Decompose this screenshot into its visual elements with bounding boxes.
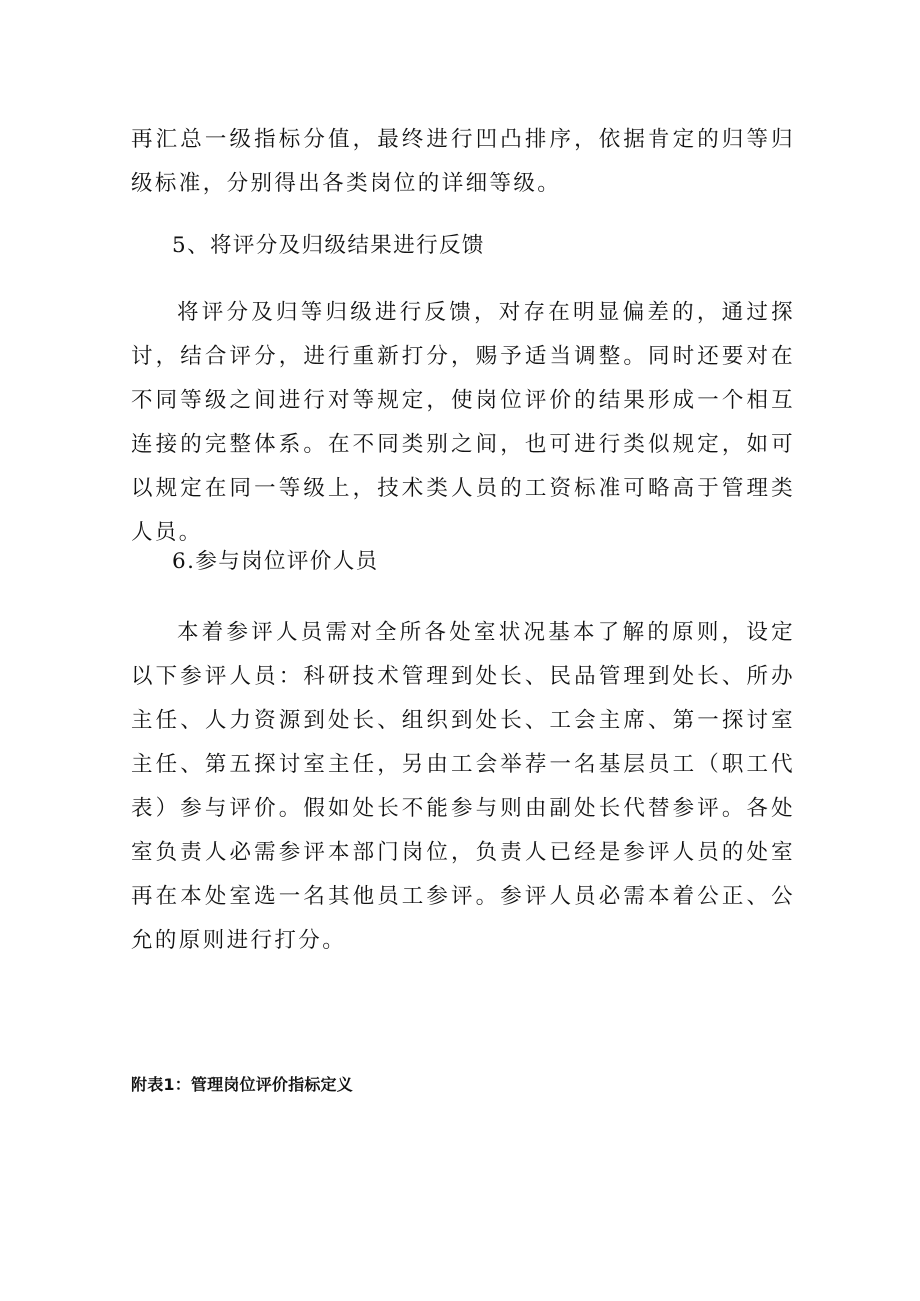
paragraph-participants: 本着参评人员需对全所各处室状况基本了解的原则，设定以下参评人员：科研技术管理到处长、民品管理到处长、所办主任、人力资源到处长、组织到处长、工会主席、第一探讨室主任、第五探讨室主任，另由工会举荐一名基层员工（职工代表）参与评价。假如处长不能参与则由副处长代替参评。各处室负责人必需参评本部门岗位，负责人已经是参评人员的处室再在本处室选一名其他员工参评。参评人员必需本着公正、公允的原则进行打分。 (131, 620, 795, 953)
section-heading-participants: 6.参与岗位评价人员 (172, 549, 379, 574)
paragraph-feedback: 将评分及归等归级进行反馈，对存在明显偏差的，通过探讨，结合评分，进行重新打分，赐予适当调整。同时还要对在不同等级之间进行对等规定，使岗位评价的结果形成一个相互连接的完整体系。在不同类别之间，也可进行类似规定，如可以规定在同一等级上，技术类人员的工资标准可略高于管理类人员。 (131, 300, 795, 545)
section-heading-feedback: 5、将评分及归级结果进行反馈 (172, 233, 485, 258)
appendix-table-caption: 附表1：管理岗位评价指标定义 (131, 1075, 353, 1094)
paragraph-ranking-summary: 再汇总一级指标分值，最终进行凹凸排序，依据肯定的归等归级标准，分别得出各类岗位的详细等级。 (131, 127, 795, 196)
